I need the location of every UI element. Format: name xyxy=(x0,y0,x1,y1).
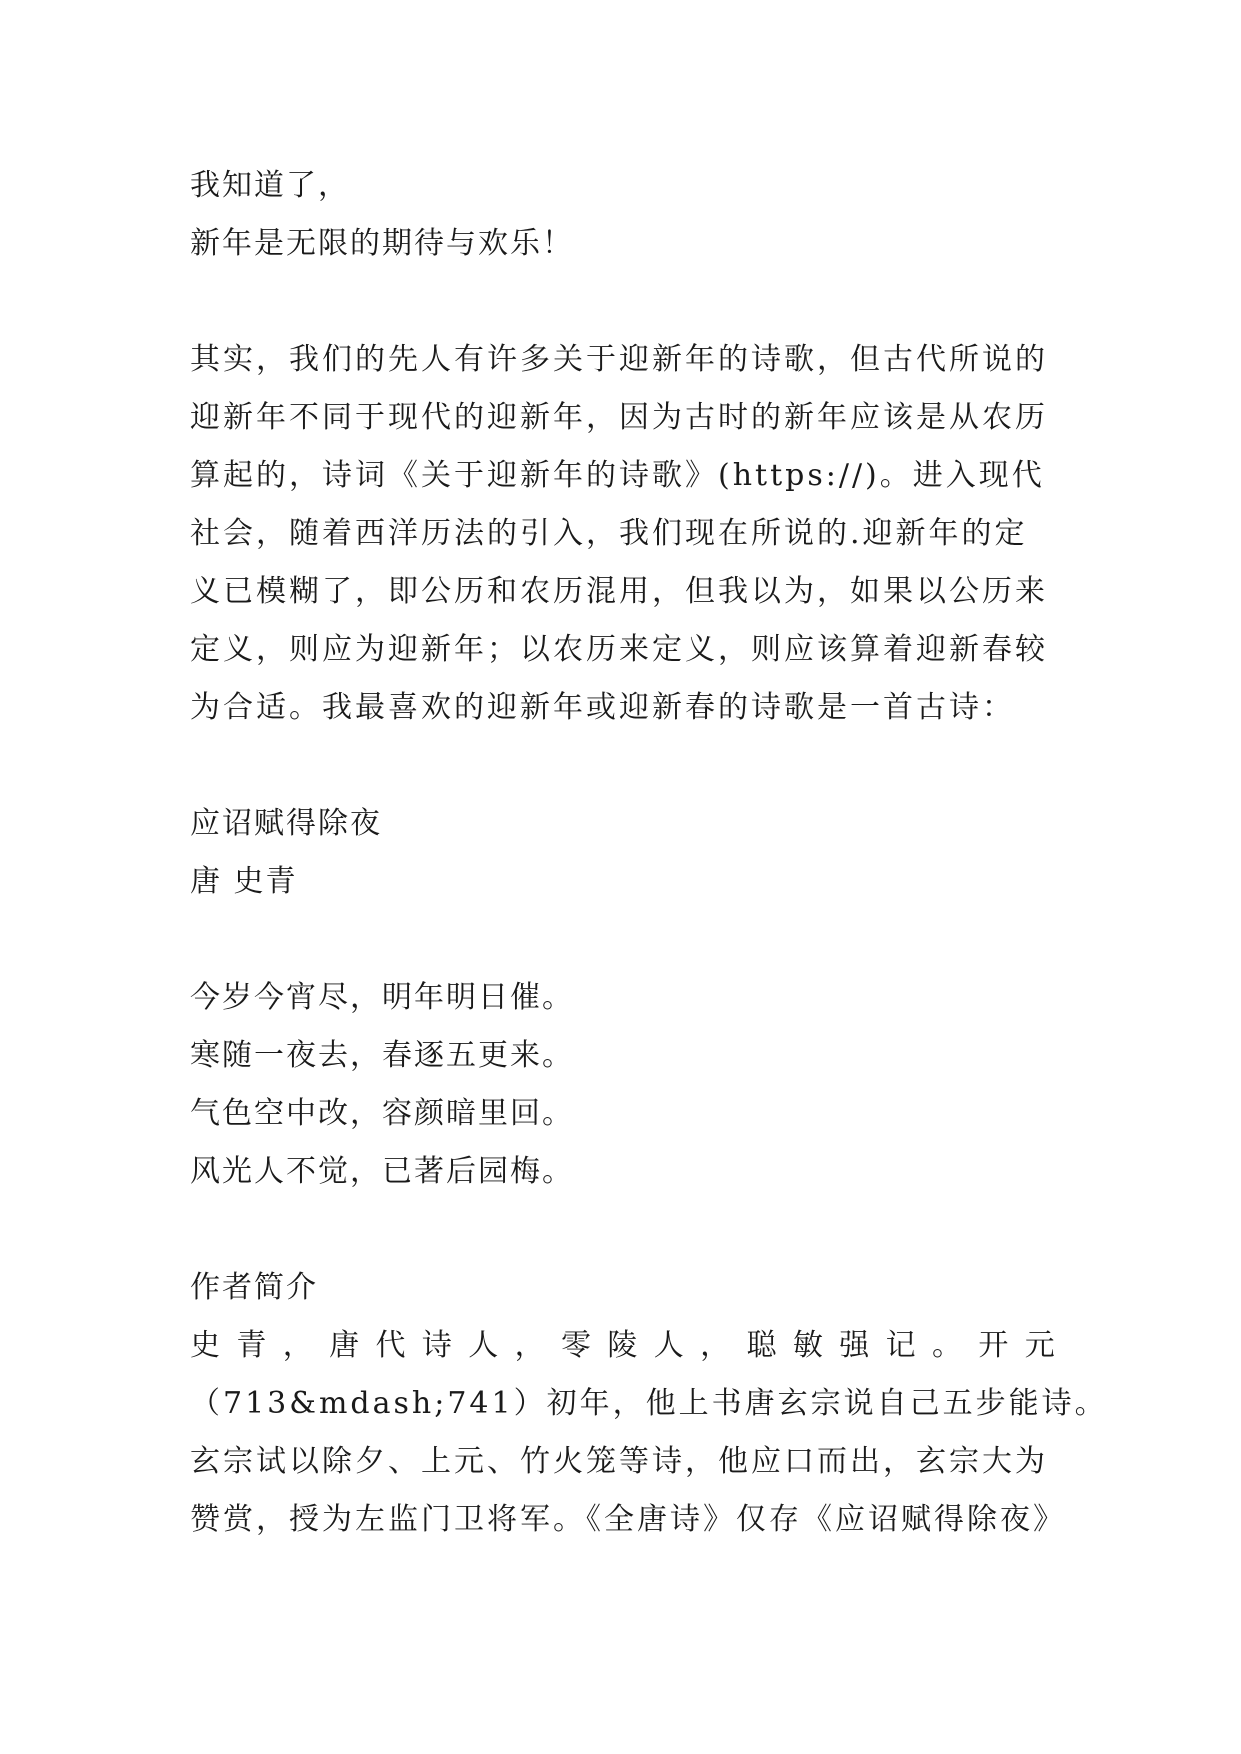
bio-char: ， xyxy=(282,1328,313,1363)
poem-body xyxy=(190,969,1055,1201)
bio-char: 人 xyxy=(468,1328,499,1363)
intro-line-1: 我知道了， xyxy=(190,168,350,203)
document-page xyxy=(190,157,1108,1549)
bio-char: 聪 xyxy=(746,1328,777,1363)
bio-heading: 作者简介 xyxy=(190,1270,318,1305)
bio-char: 诗 xyxy=(421,1328,452,1363)
bio-char: 记 xyxy=(885,1328,916,1363)
paragraph-line: 算起的，诗词《关于迎新年的诗歌》(https://)。进入现代 xyxy=(190,458,1045,493)
intro-line-2: 新年是无限的期待与欢乐！ xyxy=(190,226,574,261)
bio-char: 零 xyxy=(561,1328,591,1363)
spacer xyxy=(190,273,1055,331)
intro-paragraph xyxy=(190,331,1055,737)
bio-char: 陵 xyxy=(607,1328,638,1363)
paragraph-line: 迎新年不同于现代的迎新年，因为古时的新年应该是从农历 xyxy=(190,400,1048,435)
spacer xyxy=(190,911,1055,969)
poem-author: 唐 史青 xyxy=(190,864,298,899)
paragraph-line: 社会，随着西洋历法的引入，我们现在所说的.迎新年的定 xyxy=(190,516,1028,551)
bio-line-justified xyxy=(190,1317,1055,1375)
bio-char: 敏 xyxy=(792,1328,823,1363)
paragraph-line: 定义，则应为迎新年；以农历来定义，则应该算着迎新春较 xyxy=(190,632,1048,667)
paragraph-line: 义已模糊了，即公历和农历混用，但我以为，如果以公历来 xyxy=(190,574,1048,609)
paragraph-line: 为合适。我最喜欢的迎新年或迎新春的诗歌是一首古诗： xyxy=(190,690,1015,725)
spacer xyxy=(190,737,1055,795)
poem-verse: 寒随一夜去，春逐五更来。 xyxy=(190,1038,574,1073)
bio-line: （713&mdash;741）初年，他上书唐玄宗说自己五步能诗。 xyxy=(190,1386,1108,1421)
bio-paragraph xyxy=(190,1375,1108,1549)
bio-char: 青 xyxy=(236,1328,267,1363)
bio-char: 强 xyxy=(839,1328,870,1363)
bio-char: 开 xyxy=(978,1328,1009,1363)
bio-char: 史 xyxy=(190,1328,220,1363)
spacer xyxy=(190,1201,1055,1259)
bio-char: 唐 xyxy=(329,1328,360,1363)
bio-char: 。 xyxy=(932,1328,962,1363)
poem-verse: 气色空中改，容颜暗里回。 xyxy=(190,1096,574,1131)
bio-char: 元 xyxy=(1024,1328,1055,1363)
poem-verse: 今岁今宵尽，明年明日催。 xyxy=(190,980,574,1015)
bio-line: 玄宗试以除夕、上元、竹火笼等诗，他应口而出，玄宗大为 xyxy=(190,1444,1048,1479)
bio-char: ， xyxy=(514,1328,545,1363)
paragraph-line: 其实，我们的先人有许多关于迎新年的诗歌，但古代所说的 xyxy=(190,342,1048,377)
poem-title: 应诏赋得除夜 xyxy=(190,806,382,841)
poem-verse: 风光人不觉，已著后园梅。 xyxy=(190,1154,574,1189)
bio-char: 人 xyxy=(653,1328,684,1363)
bio-char: ， xyxy=(700,1328,731,1363)
bio-char: 代 xyxy=(375,1328,406,1363)
bio-line: 赞赏，授为左监门卫将军。《全唐诗》仅存《应诏赋得除夜》 xyxy=(190,1502,1066,1537)
